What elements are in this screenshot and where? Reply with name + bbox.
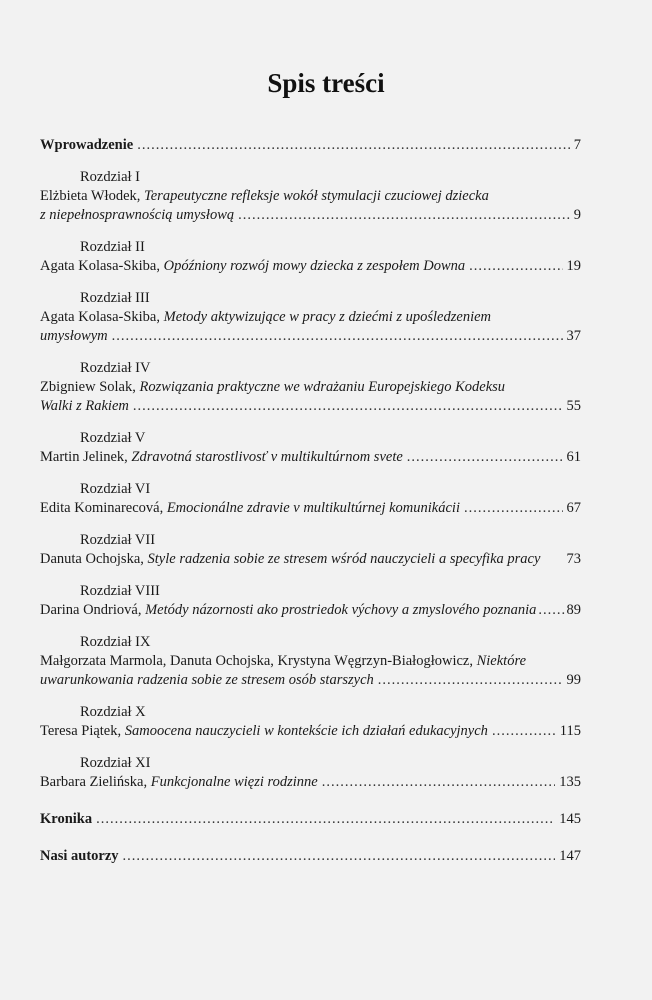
page-number: 55 [566,398,581,414]
author: Darina Ondriová, [40,602,146,618]
author: Teresa Piątek, [40,723,125,739]
chapter-title: Style radzenia sobie ze stresem wśród nauczycieli a specyfika pracy [147,551,541,567]
page-number: 9 [573,207,581,223]
toc-entry-chapter-2[interactable] [40,238,581,276]
chapter-label: Rozdział VII [80,532,156,548]
leader-dots [123,847,556,866]
chapter-label: Rozdział III [80,290,150,306]
chapter-label: Rozdział VIII [80,583,160,599]
chapter-title-cont: Walki z Rakiem [40,398,129,414]
toc-entry-chapter-6[interactable] [40,480,581,518]
entry-label: Kronika [40,811,93,827]
author: Zbigniew Solak, [40,379,140,395]
table-of-contents [40,136,581,866]
toc-entry-authors[interactable] [40,847,581,866]
toc-entry-chapter-11[interactable] [40,754,581,792]
author: Barbara Zielińska, [40,774,151,790]
page-title: Spis treści [267,68,385,98]
page-number: 147 [559,848,581,864]
chapter-title: Niektóre [476,653,526,669]
leader-dots [322,773,556,792]
toc-entry-chapter-1[interactable] [40,168,581,225]
toc-entry-chapter-3[interactable] [40,289,581,346]
leader-dots [538,601,564,620]
page-number: 135 [559,774,581,790]
page-number: 37 [566,328,581,344]
chapter-title: Rozwiązania praktyczne we wdrażaniu Europejskiego Kodeksu [139,379,506,395]
page-number: 89 [566,602,581,618]
chapter-label: Rozdział VI [80,481,151,497]
author: Agata Kolasa-Skiba, [40,258,164,274]
toc-entry-intro[interactable] [40,136,581,155]
chapter-title: Metody aktywizujące w pracy z dziećmi z upośledzeniem [163,309,492,325]
page-number: 19 [566,258,581,274]
chapter-title: Funkcjonalne więzi rodzinne [150,774,318,790]
chapter-title: Terapeutyczne refleksje wokół stymulacji czuciowej dziecka [144,188,489,204]
leader-dots [464,499,563,518]
leader-dots [112,327,563,346]
chapter-label: Rozdział XI [80,755,151,771]
chapter-title-cont: z niepełnosprawnością umysłową [40,207,235,223]
page-number: 73 [566,551,581,567]
entry-label: Wprowadzenie [40,137,134,153]
chapter-label: Rozdział IV [80,360,151,376]
leader-dots [96,810,555,829]
chapter-label: Rozdział I [80,169,140,185]
entry-label: Nasi autorzy [40,848,119,864]
chapter-title: Emocionálne zdravie v multikultúrnej komunikácii [166,500,460,516]
leader-dots [378,671,563,690]
chapter-label: Rozdział X [80,704,146,720]
author: Martin Jelinek, [40,449,132,465]
page-number: 99 [566,672,581,688]
author: Edita Kominarecová, [40,500,167,516]
leader-dots [137,136,570,155]
leader-dots [407,448,563,467]
page-number: 61 [566,449,581,465]
chapter-title: Zdravotná starostlivosť v multikultúrnom svete [131,449,403,465]
toc-entry-chapter-9[interactable] [40,633,581,690]
leader-dots [238,206,570,225]
chapter-title-cont: uwarunkowania radzenia sobie ze stresem osób starszych [40,672,374,688]
leader-dots [469,257,562,276]
page-number: 145 [559,811,581,827]
chapter-title-cont: umysłowym [40,328,108,344]
toc-entry-chapter-10[interactable] [40,703,581,741]
toc-entry-chapter-8[interactable] [40,582,581,620]
chapter-label: Rozdział II [80,239,145,255]
toc-entry-chapter-7[interactable] [40,531,581,569]
leader-dots [133,397,563,416]
toc-entry-chapter-4[interactable] [40,359,581,416]
toc-entry-chronicle[interactable] [40,810,581,829]
chapter-title: Samoocena nauczycieli w kontekście ich działań edukacyjnych [124,723,488,739]
toc-entry-chapter-5[interactable] [40,429,581,467]
author: Elżbieta Włodek, [40,188,145,204]
chapter-label: Rozdział V [80,430,146,446]
leader-dots [492,722,556,741]
author: Agata Kolasa-Skiba, [40,309,164,325]
author: Małgorzata Marmola, Danuta Ochojska, Krystyna Węgrzyn-Białogłowicz, [40,653,477,669]
page-number: 115 [559,723,581,739]
chapter-label: Rozdział IX [80,634,151,650]
page-number: 67 [566,500,581,516]
chapter-title: Metódy názornosti ako prostriedok výchovy a zmyslového poznania [145,602,537,618]
author: Danuta Ochojska, [40,551,148,567]
chapter-title: Opóźniony rozwój mowy dziecka z zespołem Downa [163,258,466,274]
page-number: 7 [573,137,581,153]
